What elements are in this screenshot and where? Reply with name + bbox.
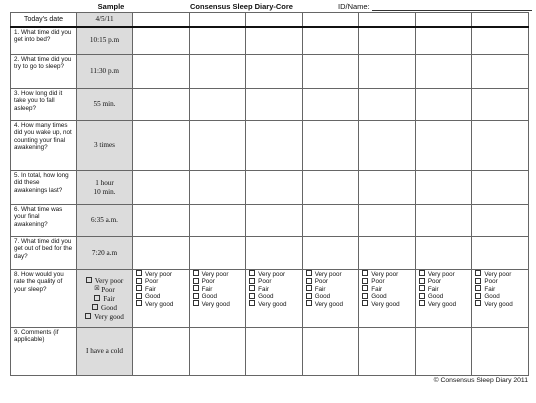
entry-cell[interactable]	[415, 237, 472, 270]
entry-cell[interactable]	[133, 171, 190, 205]
entry-cell[interactable]	[302, 13, 359, 27]
checkbox-icon[interactable]	[249, 285, 255, 291]
entry-cell[interactable]	[246, 55, 303, 89]
checkbox-icon[interactable]	[249, 270, 255, 276]
quality-option-label: Good	[371, 293, 387, 301]
quality-option-label: Good	[484, 293, 500, 301]
entry-cell[interactable]	[472, 13, 529, 27]
entry-cell[interactable]	[246, 237, 303, 270]
checkbox-icon[interactable]	[249, 300, 255, 306]
row-todays-date	[11, 13, 529, 27]
quality-option-label: Good	[258, 293, 274, 301]
row-sleep-latency	[11, 89, 529, 121]
entry-cell[interactable]	[472, 121, 529, 171]
checkbox-icon[interactable]	[136, 285, 142, 291]
entry-cell[interactable]	[246, 89, 303, 121]
quality-option[interactable]	[362, 271, 412, 278]
entry-cell[interactable]	[302, 328, 359, 376]
checkbox-icon[interactable]	[193, 278, 199, 284]
entry-cell[interactable]	[246, 121, 303, 171]
quality-option-label: Very good	[94, 312, 124, 321]
quality-option[interactable]	[249, 278, 299, 285]
entry-cell[interactable]	[133, 89, 190, 121]
quality-option[interactable]	[80, 277, 129, 286]
quality-option[interactable]	[306, 293, 356, 300]
entry-cell[interactable]	[472, 171, 529, 205]
entry-cell[interactable]	[189, 55, 246, 89]
entry-cell[interactable]	[359, 237, 416, 270]
quality-option-label: Poor	[258, 278, 272, 286]
entry-cell[interactable]	[189, 205, 246, 237]
entry-cell[interactable]	[246, 205, 303, 237]
quality-option[interactable]	[362, 286, 412, 293]
sample-answer: 6:35 a.m.	[77, 205, 133, 237]
sample-answer: 11:30 p.m	[77, 55, 133, 89]
quality-option[interactable]	[475, 278, 525, 285]
quality-option-label: Very poor	[427, 271, 455, 278]
question-label: 7. What time did you get out of bed for the day?	[11, 237, 77, 270]
entry-cell[interactable]	[359, 89, 416, 121]
entry-cell[interactable]	[189, 121, 246, 171]
checkbox-icon[interactable]	[475, 285, 481, 291]
sample-answer: 10:15 p.m	[77, 27, 133, 55]
checkbox-icon[interactable]	[419, 285, 425, 291]
id-name-label: ID/Name:	[338, 2, 370, 11]
quality-option[interactable]	[475, 286, 525, 293]
id-name-field[interactable]	[372, 10, 532, 11]
quality-option-label: Fair	[484, 285, 496, 293]
quality-options[interactable]	[472, 270, 529, 328]
checkbox-icon[interactable]	[362, 270, 368, 276]
checkbox-icon[interactable]	[419, 270, 425, 276]
entry-cell[interactable]	[189, 89, 246, 121]
quality-option[interactable]	[362, 293, 412, 300]
quality-option[interactable]	[306, 301, 356, 308]
sample-answer: 55 min.	[77, 89, 133, 121]
row-try-sleep-time	[11, 55, 529, 89]
entry-cell[interactable]	[246, 27, 303, 55]
quality-option-label: Very poor	[145, 271, 172, 278]
entry-cell[interactable]	[472, 89, 529, 121]
quality-option[interactable]	[475, 271, 525, 278]
quality-option[interactable]	[193, 301, 243, 308]
entry-cell[interactable]	[189, 27, 246, 55]
quality-option[interactable]	[419, 293, 469, 300]
quality-option-label: Very poor	[484, 271, 512, 278]
entry-cell[interactable]	[133, 121, 190, 171]
quality-option-label: Very poor	[94, 276, 124, 285]
entry-cell[interactable]	[133, 27, 190, 55]
checkbox-icon[interactable]: ☒	[94, 285, 100, 292]
quality-option-label: Good	[427, 293, 444, 301]
quality-option[interactable]	[136, 271, 186, 278]
quality-option[interactable]	[193, 278, 243, 285]
quality-option[interactable]	[419, 271, 469, 278]
quality-option[interactable]	[136, 293, 186, 300]
quality-option-label: Very poor	[258, 271, 286, 278]
entry-cell[interactable]	[246, 13, 303, 27]
quality-option[interactable]	[475, 293, 525, 300]
quality-option[interactable]	[475, 301, 525, 308]
quality-option-label: Fair	[145, 285, 156, 293]
entry-cell[interactable]	[415, 121, 472, 171]
row-awakenings-count	[11, 121, 529, 171]
quality-option[interactable]	[306, 286, 356, 293]
diary-title: Consensus Sleep Diary-Core	[190, 2, 293, 11]
checkbox-icon[interactable]	[136, 270, 142, 276]
entry-cell[interactable]	[359, 27, 416, 55]
quality-options[interactable]	[302, 270, 359, 328]
question-label: 8. How would you rate the quality of your sleep?	[11, 270, 77, 328]
checkbox-icon[interactable]	[94, 295, 100, 301]
checkbox-icon[interactable]	[136, 278, 142, 284]
question-label: 4. How many times did you wake up, not counting your final awakening?	[11, 121, 77, 171]
quality-option[interactable]	[306, 271, 356, 278]
entry-cell[interactable]	[133, 328, 190, 376]
question-label: 9. Comments (if applicable)	[11, 328, 77, 376]
quality-option-label: Good	[201, 293, 217, 301]
quality-option-label: Fair	[201, 285, 213, 293]
entry-cell[interactable]	[415, 13, 472, 27]
question-label: 1. What time did you get into bed?	[11, 27, 77, 55]
checkbox-icon[interactable]	[362, 300, 368, 306]
checkbox-icon[interactable]	[306, 293, 312, 299]
sample-answer: 3 times	[77, 121, 133, 171]
entry-cell[interactable]	[133, 205, 190, 237]
entry-cell[interactable]	[302, 89, 359, 121]
entry-cell[interactable]	[472, 55, 529, 89]
checkbox-icon[interactable]	[86, 277, 92, 283]
checkbox-icon[interactable]	[419, 278, 425, 284]
entry-cell[interactable]	[133, 237, 190, 270]
quality-option-label: Good	[314, 293, 331, 301]
quality-option-label: Very good	[484, 300, 513, 308]
question-label: 5. In total, how long did these awakenings last?	[11, 171, 77, 205]
entry-cell[interactable]	[189, 171, 246, 205]
entry-cell[interactable]	[302, 171, 359, 205]
entry-cell[interactable]	[415, 55, 472, 89]
quality-option[interactable]	[249, 293, 299, 300]
quality-option[interactable]	[249, 286, 299, 293]
quality-options[interactable]	[359, 270, 416, 328]
quality-option-label: Fair	[103, 294, 115, 303]
quality-option-label: Very good	[201, 300, 230, 308]
sample-answer: I have a cold	[77, 328, 133, 376]
checkbox-icon[interactable]	[362, 293, 368, 299]
entry-cell[interactable]	[415, 89, 472, 121]
entry-cell[interactable]	[359, 328, 416, 376]
sample-quality-options	[77, 270, 133, 328]
quality-option-label: Good	[101, 303, 117, 312]
checkbox-icon[interactable]	[419, 293, 425, 299]
quality-option[interactable]	[193, 286, 243, 293]
quality-option-label: Poor	[371, 278, 385, 286]
sample-answer-line: 10 min.	[93, 187, 116, 196]
entry-cell[interactable]	[359, 205, 416, 237]
quality-option-label: Very good	[427, 300, 457, 308]
entry-cell[interactable]	[472, 27, 529, 55]
entry-cell[interactable]	[246, 171, 303, 205]
entry-cell[interactable]	[415, 205, 472, 237]
sample-answer	[77, 171, 133, 205]
row-out-of-bed	[11, 237, 529, 270]
checkbox-icon[interactable]	[306, 300, 312, 306]
quality-option-label: Fair	[258, 285, 269, 293]
quality-option-label: Fair	[427, 285, 439, 293]
entry-cell[interactable]	[359, 13, 416, 27]
checkbox-icon[interactable]	[136, 293, 142, 299]
checkbox-icon[interactable]	[362, 278, 368, 284]
quality-option-label: Fair	[371, 285, 383, 293]
checkbox-icon[interactable]	[475, 278, 481, 284]
quality-option[interactable]	[136, 278, 186, 285]
checkbox-icon[interactable]	[85, 313, 91, 319]
quality-options[interactable]	[133, 270, 190, 328]
checkbox-icon[interactable]	[249, 293, 255, 299]
quality-option[interactable]	[193, 293, 243, 300]
row-final-awakening	[11, 205, 529, 237]
quality-option[interactable]	[80, 286, 129, 295]
quality-option-label: Poor	[201, 278, 215, 286]
row-bed-time	[11, 27, 529, 55]
quality-option[interactable]	[249, 271, 299, 278]
row-awakenings-duration	[11, 171, 529, 205]
quality-option[interactable]	[80, 313, 129, 322]
quality-option[interactable]	[362, 278, 412, 285]
entry-cell[interactable]	[189, 237, 246, 270]
question-label: Today's date	[11, 13, 77, 27]
entry-cell[interactable]	[359, 55, 416, 89]
checkbox-icon[interactable]	[306, 278, 312, 284]
checkbox-icon[interactable]	[193, 285, 199, 291]
checkbox-icon[interactable]	[193, 293, 199, 299]
entry-cell[interactable]	[133, 13, 190, 27]
quality-option[interactable]	[419, 301, 469, 308]
entry-cell[interactable]	[246, 328, 303, 376]
entry-cell[interactable]	[302, 205, 359, 237]
quality-option[interactable]	[419, 278, 469, 285]
sample-answer-line: 1 hour	[95, 178, 114, 187]
checkbox-icon[interactable]	[475, 293, 481, 299]
checkbox-icon[interactable]	[306, 285, 312, 291]
quality-option-label: Very poor	[201, 271, 229, 278]
entry-cell[interactable]	[415, 171, 472, 205]
quality-option[interactable]	[136, 301, 186, 308]
quality-option[interactable]	[136, 286, 186, 293]
quality-option[interactable]	[193, 271, 243, 278]
quality-option[interactable]	[419, 286, 469, 293]
checkbox-icon[interactable]	[92, 304, 98, 310]
row-sleep-quality	[11, 270, 529, 328]
sleep-diary-table	[10, 12, 529, 376]
quality-option[interactable]	[249, 301, 299, 308]
entry-cell[interactable]	[359, 171, 416, 205]
sample-answer: 4/5/11	[77, 13, 133, 27]
entry-cell[interactable]	[189, 13, 246, 27]
entry-cell[interactable]	[415, 27, 472, 55]
entry-cell[interactable]	[472, 237, 529, 270]
question-label: 3. How long did it take you to fall asleep?	[11, 89, 77, 121]
entry-cell[interactable]	[302, 237, 359, 270]
checkbox-icon[interactable]	[306, 270, 312, 276]
row-comments	[11, 328, 529, 376]
quality-option-label: Very poor	[314, 271, 342, 278]
question-label: 6. What time was your final awakening?	[11, 205, 77, 237]
quality-option-label: Very poor	[371, 271, 399, 278]
quality-option-label: Good	[145, 293, 161, 301]
checkbox-icon[interactable]	[419, 300, 425, 306]
sample-answer: 7:20 a.m	[77, 237, 133, 270]
quality-option[interactable]	[306, 278, 356, 285]
checkbox-icon[interactable]	[475, 300, 481, 306]
entry-cell[interactable]	[302, 27, 359, 55]
quality-option[interactable]	[80, 304, 129, 313]
checkbox-icon[interactable]	[249, 278, 255, 284]
checkbox-icon[interactable]	[193, 270, 199, 276]
entry-cell[interactable]	[472, 328, 529, 376]
quality-option-label: Poor	[145, 278, 159, 286]
sample-column-heading: Sample	[97, 2, 125, 11]
quality-option-label: Very good	[371, 300, 400, 308]
entry-cell[interactable]	[133, 55, 190, 89]
quality-option[interactable]	[362, 301, 412, 308]
checkbox-icon[interactable]	[362, 285, 368, 291]
quality-option-label: Very good	[145, 300, 174, 308]
entry-cell[interactable]	[302, 121, 359, 171]
entry-cell[interactable]	[302, 55, 359, 89]
quality-option-label: Poor	[314, 278, 328, 286]
quality-options[interactable]	[189, 270, 246, 328]
checkbox-icon[interactable]	[136, 300, 142, 306]
entry-cell[interactable]	[415, 328, 472, 376]
quality-options[interactable]	[246, 270, 303, 328]
checkbox-icon[interactable]	[475, 270, 481, 276]
quality-option-label: Fair	[314, 285, 326, 293]
quality-option-label: Poor	[427, 278, 442, 286]
quality-options[interactable]	[415, 270, 472, 328]
entry-cell[interactable]	[472, 205, 529, 237]
quality-option-label: Poor	[101, 285, 115, 294]
quality-option-label: Very good	[258, 300, 287, 308]
entry-cell[interactable]	[189, 328, 246, 376]
entry-cell[interactable]	[359, 121, 416, 171]
checkbox-icon[interactable]	[193, 300, 199, 306]
question-label: 2. What time did you try to go to sleep?	[11, 55, 77, 89]
quality-option[interactable]	[80, 295, 129, 304]
quality-option-label: Very good	[314, 300, 344, 308]
quality-option-label: Poor	[484, 278, 498, 286]
copyright-footer: © Consensus Sleep Diary 2011	[433, 377, 528, 384]
